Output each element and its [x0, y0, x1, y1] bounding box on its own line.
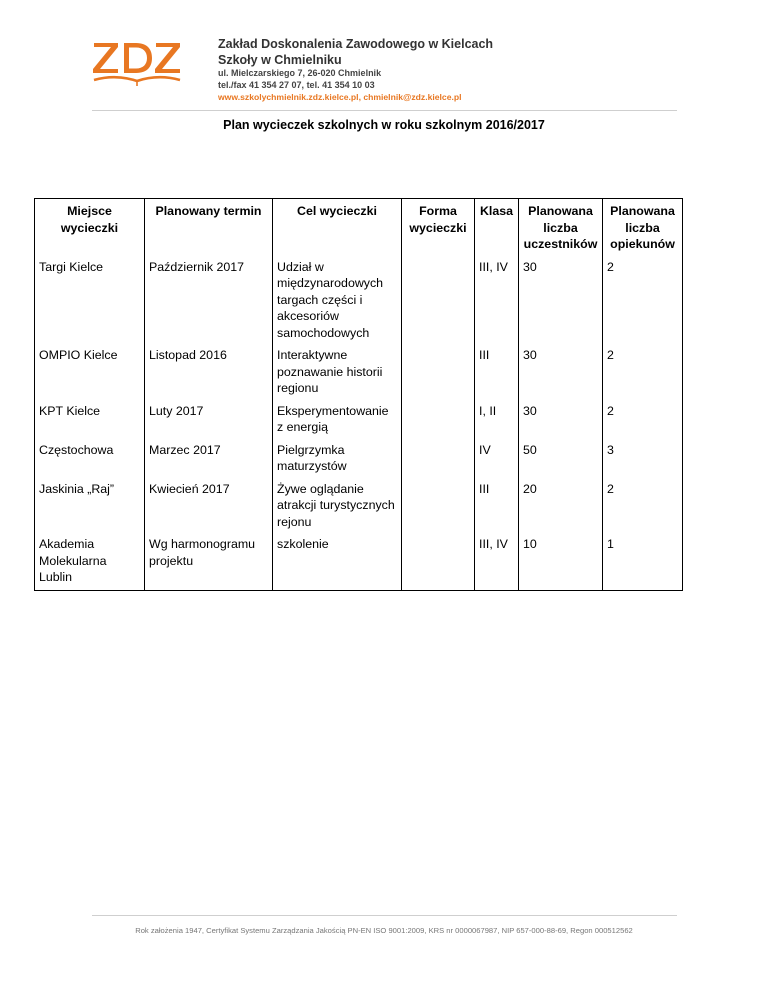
header-divider — [92, 110, 677, 111]
cell-form — [402, 479, 475, 535]
table-header-row — [35, 199, 683, 257]
cell-goal: Pielgrzymka maturzystów — [273, 440, 402, 479]
org-website[interactable]: www.szkolychmielnik.zdz.kielce.pl, chmielnik@zdz.kielce.pl — [218, 91, 462, 102]
cell-participants: 20 — [519, 479, 603, 535]
table-row — [35, 401, 683, 440]
cell-guardians: 3 — [603, 440, 683, 479]
cell-form — [402, 257, 475, 346]
cell-guardians: 2 — [603, 479, 683, 535]
org-address: ul. Mielczarskiego 7, 26-020 Chmielnik — [218, 68, 382, 79]
table-row — [35, 345, 683, 401]
header-form: Forma wycieczki — [402, 199, 475, 257]
cell-goal: Udział w międzynarodowych targach części i akcesoriów samochodowych — [273, 257, 402, 346]
cell-date: Wg harmonogramu projektu — [145, 534, 273, 590]
table-row — [35, 534, 683, 590]
cell-class: III — [475, 479, 519, 535]
org-name-line1: Zakład Doskonalenia Zawodowego w Kielcach — [218, 37, 494, 51]
trips-table — [34, 198, 683, 591]
cell-date: Kwiecień 2017 — [145, 479, 273, 535]
cell-class: IV — [475, 440, 519, 479]
header-class: Klasa — [475, 199, 519, 257]
document-title: Plan wycieczek szkolnych w roku szkolnym 2016/2017 — [223, 118, 545, 132]
cell-date: Marzec 2017 — [145, 440, 273, 479]
header-participants: Planowana liczba uczestników — [519, 199, 603, 257]
cell-form — [402, 401, 475, 440]
zdz-logo — [92, 40, 182, 88]
organization-block — [218, 37, 493, 103]
cell-participants: 30 — [519, 257, 603, 346]
cell-date: Luty 2017 — [145, 401, 273, 440]
header-date: Planowany termin — [145, 199, 273, 257]
cell-guardians: 2 — [603, 401, 683, 440]
cell-form — [402, 345, 475, 401]
header-guardians: Planowana liczba opiekunów — [603, 199, 683, 257]
footer-divider — [92, 915, 677, 916]
cell-guardians: 2 — [603, 257, 683, 346]
cell-class: III, IV — [475, 257, 519, 346]
cell-place: Jaskinia „Raj” — [39, 481, 115, 496]
cell-place: OMPIO Kielce — [39, 348, 118, 362]
cell-goal: Interaktywne poznawanie historii regionu — [273, 345, 402, 401]
cell-goal: szkolenie — [273, 534, 402, 590]
cell-place: KPT Kielce — [39, 403, 101, 418]
cell-class: III — [475, 345, 519, 401]
cell-form — [402, 440, 475, 479]
cell-form — [402, 534, 475, 590]
cell-participants: 30 — [519, 401, 603, 440]
cell-class: III, IV — [475, 534, 519, 590]
cell-participants: 50 — [519, 440, 603, 479]
org-phone: tel./fax 41 354 27 07, tel. 41 354 10 03 — [218, 79, 375, 90]
cell-place: Targi Kielce — [39, 259, 104, 274]
cell-place: Częstochowa — [39, 442, 114, 457]
cell-goal: Żywe oglądanie atrakcji turystycznych rejonu — [273, 479, 402, 535]
cell-class: I, II — [475, 401, 519, 440]
footer-text: Rok założenia 1947, Certyfikat Systemu Zarządzania Jakością PN-EN ISO 9001:2009, KRS nr 0000067987, NIP 657-000-88-69, Regon 000512562 — [135, 926, 633, 935]
cell-date: Październik 2017 — [145, 257, 273, 346]
table-row — [35, 479, 683, 535]
table-row — [35, 257, 683, 346]
table-row — [35, 440, 683, 479]
cell-participants: 30 — [519, 345, 603, 401]
cell-guardians: 1 — [603, 534, 683, 590]
cell-guardians: 2 — [603, 345, 683, 401]
cell-date: Listopad 2016 — [145, 345, 273, 401]
header-goal: Cel wycieczki — [273, 199, 402, 257]
cell-place: Akademia Molekularna Lublin — [39, 537, 107, 584]
cell-participants: 10 — [519, 534, 603, 590]
header-place: Miejsce wycieczki — [60, 204, 119, 235]
cell-goal: Eksperymentowanie z energią — [273, 401, 402, 440]
org-name-line2: Szkoły w Chmielniku — [218, 52, 342, 67]
